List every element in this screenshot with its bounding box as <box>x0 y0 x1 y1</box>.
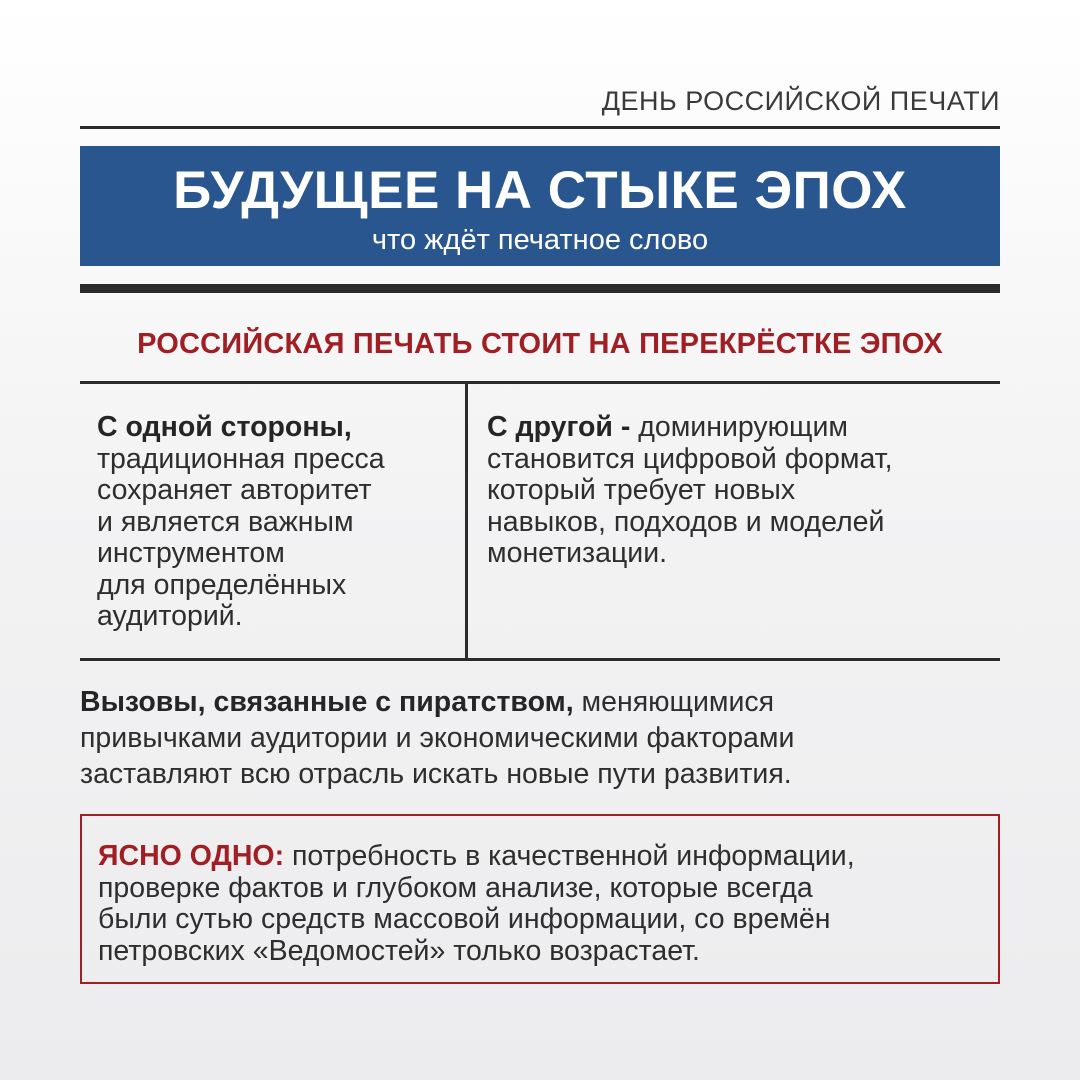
left-column-line: для определённых <box>97 568 347 601</box>
conclusion-line: петровских «Ведомостей» только возрастает. <box>98 934 700 967</box>
right-column-line: который требует новых <box>487 474 796 506</box>
conclusion-line <box>98 841 988 873</box>
challenges-line <box>80 684 1000 720</box>
right-column-line: монетизации. <box>487 537 668 569</box>
left-column-line <box>97 412 457 444</box>
challenges-lead-rest: меняющимися <box>573 686 775 718</box>
right-column-lead: С другой - <box>487 411 631 443</box>
conclusion-box <box>80 814 1000 984</box>
title-banner <box>80 146 1000 266</box>
conclusion-lead: ЯСНО ОДНО: <box>98 840 285 872</box>
right-column-line <box>487 412 987 444</box>
kicker-label: ДЕНЬ РОССИЙСКОЙ ПЕЧАТИ <box>601 86 1000 116</box>
right-column-text <box>487 412 987 570</box>
challenges-lead: Вызовы, связанные с пиратством, <box>80 686 574 718</box>
left-column-text <box>97 412 457 633</box>
conclusion-lead-rest: потребность в качественной информации, <box>284 840 855 872</box>
two-column-block <box>80 381 1000 661</box>
right-column-lead-rest: доминирующим <box>630 411 849 443</box>
section-heading: РОССИЙСКАЯ ПЕЧАТЬ СТОИТ НА ПЕРЕКРЁСТКЕ ЭПОХ <box>137 328 943 360</box>
infographic-page <box>80 0 1000 1080</box>
page-title: БУДУЩЕЕ НА СТЫКЕ ЭПОХ <box>173 161 907 220</box>
left-column-line: аудиторий. <box>97 600 243 632</box>
conclusion-line: были сутью средств массовой информации, со времён <box>98 903 831 935</box>
left-column-line: сохраняет авторитет <box>97 474 372 506</box>
challenges-paragraph <box>80 684 1000 792</box>
left-column-line: традиционная пресса <box>97 442 385 475</box>
conclusion-text <box>98 841 988 967</box>
conclusion-line: проверке фактов и глубоком анализе, которые всегда <box>98 871 813 904</box>
thick-rule <box>80 284 1000 293</box>
top-thin-rule <box>80 126 1000 129</box>
right-column-line: навыков, подходов и моделей <box>487 505 885 538</box>
left-column-line: инструментом <box>97 537 285 569</box>
challenges-line: заставляют всю отрасль искать новые пути развития. <box>80 758 792 790</box>
left-column-lead: С одной стороны, <box>97 411 352 443</box>
left-column-line: и является важным <box>97 505 354 538</box>
page-subtitle: что ждёт печатное слово <box>371 224 709 256</box>
right-column-line: становится цифровой формат, <box>487 442 893 475</box>
column-divider <box>465 384 468 658</box>
challenges-line: привычками аудитории и экономическими факторами <box>80 722 795 754</box>
